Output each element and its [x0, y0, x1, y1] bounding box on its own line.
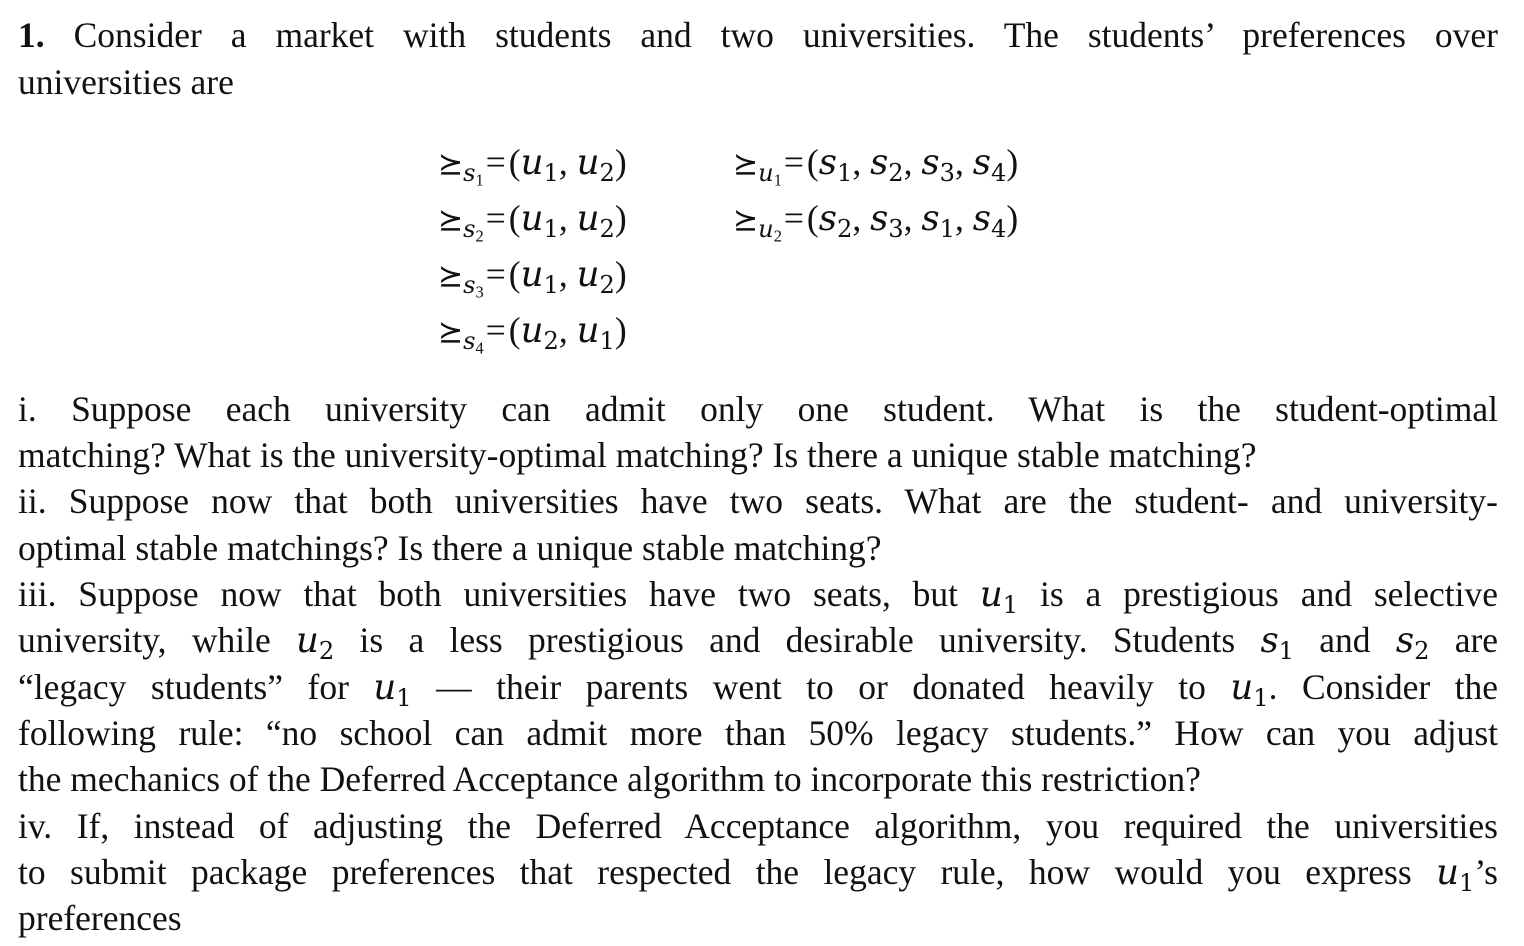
- equals-sign: =: [485, 310, 506, 350]
- ranked-index: 2: [599, 158, 615, 187]
- ranked-u1: [520, 142, 559, 187]
- agent-letter: s: [463, 326, 476, 355]
- part-iii-line-2: [18, 617, 1498, 664]
- agent-letter: s: [463, 270, 476, 299]
- close-paren: ): [614, 198, 627, 238]
- university-preference-u2: [733, 195, 1018, 244]
- ranked-u2: [576, 254, 615, 299]
- open-paren: (: [508, 198, 521, 238]
- ranked-letter: s: [921, 198, 940, 239]
- part-iii-line-1: [18, 571, 1498, 618]
- ranked-index: 1: [836, 158, 853, 187]
- ranked-index: 2: [599, 214, 615, 243]
- equals-sign: =: [485, 254, 506, 294]
- math-u1: $u_1$: [373, 667, 412, 712]
- succeq-symbol: ⪰: [438, 315, 464, 350]
- ranked-letter: u: [520, 310, 544, 351]
- agent-subscript: [463, 326, 484, 358]
- comma: ,: [903, 142, 922, 182]
- close-paren: ): [614, 142, 627, 182]
- ranked-u1: [520, 198, 559, 243]
- ranked-index: 1: [543, 270, 559, 299]
- succeq-symbol: ⪰: [438, 259, 464, 294]
- equals-sign: =: [783, 142, 804, 182]
- ranked-letter: u: [576, 310, 600, 351]
- part-iii-line-4: following rule: “no school can admit more than 50% legacy students.” How can you adjust: [18, 713, 1498, 753]
- agent-subscript: [463, 158, 484, 190]
- open-paren: (: [508, 310, 521, 350]
- comma: ,: [558, 142, 577, 182]
- comma: ,: [903, 198, 922, 238]
- student-preference-s3: [438, 251, 627, 300]
- question-number: 1.: [18, 15, 45, 55]
- student-preference-s1: [438, 139, 627, 188]
- iii-text-2d: are: [1454, 620, 1499, 660]
- part-ii-line-1: ii. Suppose now that both universities have two seats. What are the student- and university-: [18, 481, 1498, 521]
- succeq-symbol: ⪰: [438, 147, 464, 182]
- iii-text-3c: . Consider the: [1268, 667, 1499, 707]
- ranked-s2: [818, 198, 853, 243]
- ranked-index: 1: [543, 214, 559, 243]
- succeq-symbol: ⪰: [733, 147, 759, 182]
- iv-text-2b: ’s: [1474, 852, 1498, 892]
- student-preference-s4: [438, 307, 627, 356]
- question-intro-line-2: universities are: [18, 62, 234, 102]
- ranked-u1: [520, 254, 559, 299]
- close-paren: ): [614, 254, 627, 294]
- part-iv-line-3: preferences: [18, 898, 182, 938]
- ranked-index: 2: [599, 270, 615, 299]
- math-u1: $u_1$: [979, 574, 1019, 619]
- part-iii-line-5: the mechanics of the Deferred Acceptance algorithm to incorporate this restriction?: [18, 759, 1201, 799]
- university-preference-u1: [733, 139, 1018, 188]
- ranked-letter: u: [576, 254, 600, 295]
- ranked-s1: [818, 142, 853, 187]
- agent-index: 4: [475, 338, 484, 358]
- ranked-s1: [921, 198, 955, 243]
- ranked-letter: u: [520, 142, 544, 183]
- ranked-letter: u: [520, 254, 544, 295]
- ranked-letter: s: [921, 142, 940, 183]
- comma: ,: [852, 142, 871, 182]
- part-iii-line-3: [18, 664, 1498, 711]
- math-u1: $u_1$: [1230, 667, 1269, 712]
- agent-letter: u: [758, 158, 774, 187]
- ranked-u1: [576, 310, 615, 355]
- close-paren: ): [1006, 198, 1019, 238]
- iii-text-1b: is a prestigious and selective: [1039, 574, 1498, 614]
- comma: ,: [954, 142, 973, 182]
- agent-subscript: [758, 214, 782, 246]
- comma: ,: [852, 198, 871, 238]
- ranked-s4: [972, 198, 1007, 243]
- ranked-s3: [870, 198, 904, 243]
- ranked-index: 3: [888, 214, 904, 243]
- part-ii-line-2: optimal stable matchings? Is there a unique stable matching?: [18, 528, 882, 568]
- comma: ,: [954, 198, 973, 238]
- ranked-u2: [520, 310, 559, 355]
- math-s1: $s_1$: [1260, 620, 1295, 665]
- ranked-index: 2: [888, 158, 904, 187]
- iii-text-2b: is a less prestigious and desirable university. Students: [359, 620, 1236, 660]
- part-iv-line-1: iv. If, instead of adjusting the Deferred Acceptance algorithm, you required the universities: [18, 806, 1498, 846]
- ranked-letter: u: [520, 198, 544, 239]
- intro-text-1: Consider a market with students and two universities. The students’ preferences over: [73, 15, 1498, 55]
- ranked-index: 2: [836, 214, 853, 243]
- open-paren: (: [806, 142, 819, 182]
- part-i-line-2: matching? What is the university-optimal matching? Is there a unique stable matching?: [18, 435, 1257, 475]
- ranked-s4: [972, 142, 1007, 187]
- ranked-letter: s: [972, 198, 991, 239]
- comma: ,: [558, 254, 577, 294]
- ranked-index: 1: [599, 326, 615, 355]
- ranked-index: 2: [543, 326, 559, 355]
- iii-text-2a: university, while: [18, 620, 271, 660]
- agent-index: 1: [773, 170, 782, 190]
- ranked-index: 1: [939, 214, 955, 243]
- ranked-letter: u: [576, 142, 600, 183]
- ranked-letter: s: [818, 198, 837, 239]
- part-i-line-1: i. Suppose each university can admit only one student. What is the student-optimal: [18, 389, 1498, 429]
- agent-letter: u: [758, 214, 774, 243]
- student-preference-s2: [438, 195, 627, 244]
- comma: ,: [558, 198, 577, 238]
- ranked-letter: u: [576, 198, 600, 239]
- iii-text-1a: iii. Suppose now that both universities have two seats, but: [18, 574, 959, 614]
- ranked-index: 4: [990, 158, 1007, 187]
- agent-index: 2: [475, 226, 484, 246]
- close-paren: ): [614, 310, 627, 350]
- iii-text-2c: and: [1319, 620, 1371, 660]
- ranked-s3: [921, 142, 955, 187]
- succeq-symbol: ⪰: [438, 203, 464, 238]
- ranked-s2: [870, 142, 904, 187]
- agent-subscript: [463, 270, 484, 302]
- agent-index: 3: [475, 282, 484, 302]
- ranked-letter: s: [818, 142, 837, 183]
- open-paren: (: [806, 198, 819, 238]
- ranked-index: 1: [543, 158, 559, 187]
- agent-subscript: [758, 158, 782, 190]
- iii-text-3a: “legacy students” for: [18, 667, 349, 707]
- open-paren: (: [508, 254, 521, 294]
- agent-letter: s: [463, 158, 476, 187]
- equals-sign: =: [783, 198, 804, 238]
- ranked-u2: [576, 198, 615, 243]
- close-paren: ): [1006, 142, 1019, 182]
- agent-letter: s: [463, 214, 476, 243]
- equals-sign: =: [485, 142, 506, 182]
- succeq-symbol: ⪰: [733, 203, 759, 238]
- ranked-index: 3: [939, 158, 955, 187]
- agent-index: 2: [773, 226, 782, 246]
- equals-sign: =: [485, 198, 506, 238]
- open-paren: (: [508, 142, 521, 182]
- agent-index: 1: [475, 170, 484, 190]
- part-iv-line-2: [18, 849, 1498, 896]
- comma: ,: [558, 310, 577, 350]
- iii-text-3b: — their parents went to or donated heavily to: [436, 667, 1206, 707]
- math-u1: $u_1$: [1436, 852, 1475, 897]
- ranked-u2: [576, 142, 615, 187]
- ranked-letter: s: [972, 142, 991, 183]
- ranked-letter: s: [870, 198, 889, 239]
- agent-subscript: [463, 214, 484, 246]
- ranked-index: 4: [990, 214, 1007, 243]
- ranked-letter: s: [870, 142, 889, 183]
- iv-text-2a: to submit package preferences that respected the legacy rule, how would you express: [18, 852, 1412, 892]
- math-s2: $s_2$: [1395, 620, 1430, 665]
- math-u2: $u_2$: [295, 620, 335, 665]
